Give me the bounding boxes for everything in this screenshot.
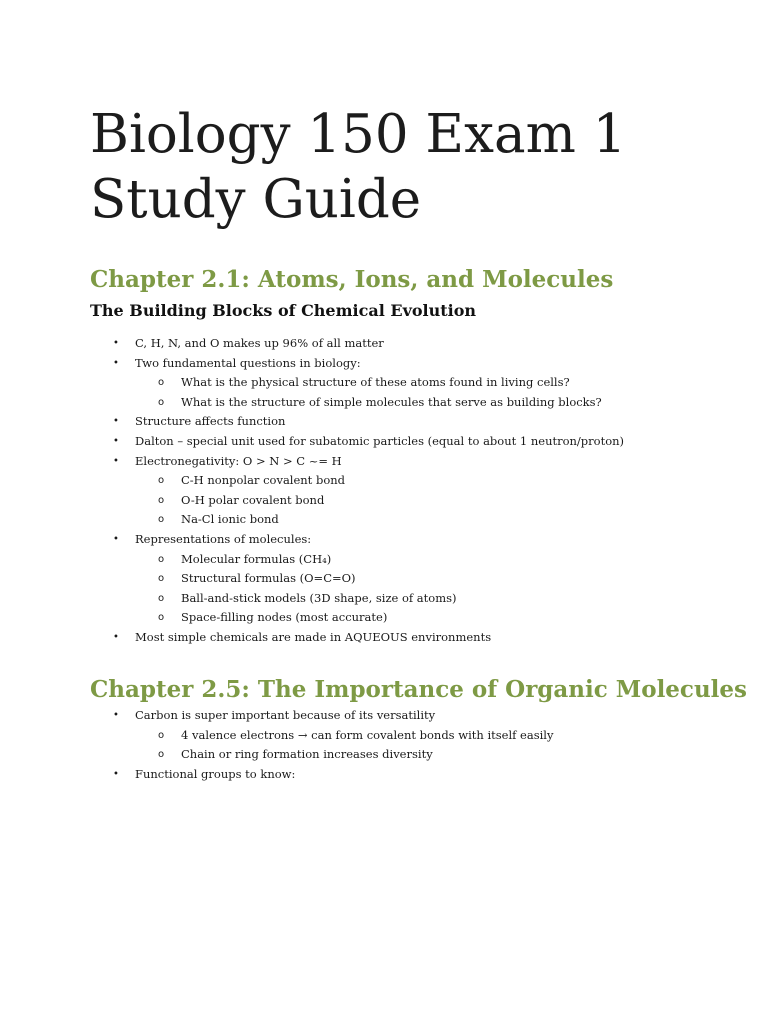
- sub-bullet-marker: o: [158, 573, 165, 585]
- sub-bullet-item: [0, 726, 768, 746]
- bullet-text: C, H, N, and O makes up 96% of all matter: [135, 336, 384, 350]
- bullet-marker: •: [113, 435, 119, 447]
- bullet-item: [0, 432, 768, 452]
- sub-bullet-item: [0, 471, 768, 491]
- section1-subheading: The Building Blocks of Chemical Evolution: [90, 301, 477, 320]
- section1-heading: Chapter 2.1: Atoms, Ions, and Molecules: [90, 266, 614, 293]
- section1-list: [0, 334, 768, 648]
- bullet-text: What is the physical structure of these atoms found in living cells?: [181, 375, 570, 390]
- sub-bullet-marker: o: [158, 749, 165, 761]
- title-line-2: Study Guide: [90, 169, 422, 230]
- bullet-text: 4 valence electrons → can form covalent bonds with itself easily: [181, 727, 554, 742]
- bullet-text: Molecular formulas (CH₄): [181, 551, 332, 566]
- bullet-item: [0, 412, 768, 432]
- bullet-marker: •: [113, 357, 119, 369]
- bullet-text: What is the structure of simple molecules that serve as building blocks?: [181, 394, 602, 409]
- bullet-text: Most simple chemicals are made in AQUEOUS environments: [135, 629, 492, 644]
- sub-bullet-item: [0, 373, 768, 393]
- sub-bullet-marker: o: [158, 592, 165, 604]
- bullet-marker: •: [113, 416, 119, 428]
- section2-list: [0, 706, 768, 784]
- bullet-item: [0, 530, 768, 550]
- bullet-text: Ball-and-stick models (3D shape, size of atoms): [181, 590, 457, 605]
- bullet-marker: •: [113, 533, 119, 545]
- bullet-item: [0, 765, 768, 785]
- sub-bullet-item: [0, 745, 768, 765]
- sub-bullet-marker: o: [158, 729, 165, 741]
- sub-bullet-marker: o: [158, 553, 165, 565]
- bullet-marker: •: [113, 631, 119, 643]
- sub-bullet-item: [0, 608, 768, 628]
- bullet-text: Electronegativity: O > N > C ~= H: [135, 453, 342, 468]
- sub-bullet-item: [0, 393, 768, 413]
- bullet-item: [0, 706, 768, 726]
- sub-bullet-marker: o: [158, 612, 165, 624]
- bullet-marker: •: [113, 455, 119, 467]
- bullet-marker: •: [113, 710, 119, 721]
- bullet-text: Two fundamental questions in biology:: [135, 355, 361, 370]
- title-line-1: Biology 150 Exam 1: [90, 104, 627, 165]
- bullet-text: Dalton – special unit used for subatomic particles (equal to about 1 neutron/proton): [135, 433, 625, 448]
- sub-bullet-marker: o: [158, 475, 165, 487]
- bullet-text: Carbon is super important because of its versatility: [135, 708, 436, 722]
- bullet-item: [0, 628, 768, 648]
- sub-bullet-marker: o: [158, 396, 165, 408]
- bullet-item: [0, 452, 768, 472]
- section2-heading: Chapter 2.5: The Importance of Organic Molecules: [90, 676, 747, 703]
- bullet-marker: •: [113, 338, 119, 349]
- bullet-text: Chain or ring formation increases diversity: [181, 747, 433, 762]
- sub-bullet-item: [0, 491, 768, 511]
- bullet-text: Representations of molecules:: [135, 531, 312, 546]
- bullet-item: [0, 334, 768, 354]
- sub-bullet-item: [0, 510, 768, 530]
- bullet-marker: •: [113, 768, 119, 780]
- sub-bullet-marker: o: [158, 377, 165, 389]
- sub-bullet-item: [0, 569, 768, 589]
- bullet-text: Space-filling nodes (most accurate): [181, 610, 388, 625]
- bullet-text: Structure affects function: [135, 414, 286, 429]
- bullet-text: Functional groups to know:: [135, 766, 296, 781]
- sub-bullet-marker: o: [158, 494, 165, 506]
- sub-bullet-marker: o: [158, 514, 165, 526]
- bullet-item: [0, 354, 768, 374]
- bullet-text: C-H nonpolar covalent bond: [181, 473, 346, 488]
- bullet-text: Na-Cl ionic bond: [181, 512, 279, 527]
- bullet-text: O-H polar covalent bond: [181, 492, 325, 507]
- sub-bullet-item: [0, 589, 768, 609]
- document-title: [90, 102, 730, 232]
- bullet-text: Structural formulas (O=C=O): [181, 571, 356, 586]
- sub-bullet-item: [0, 550, 768, 570]
